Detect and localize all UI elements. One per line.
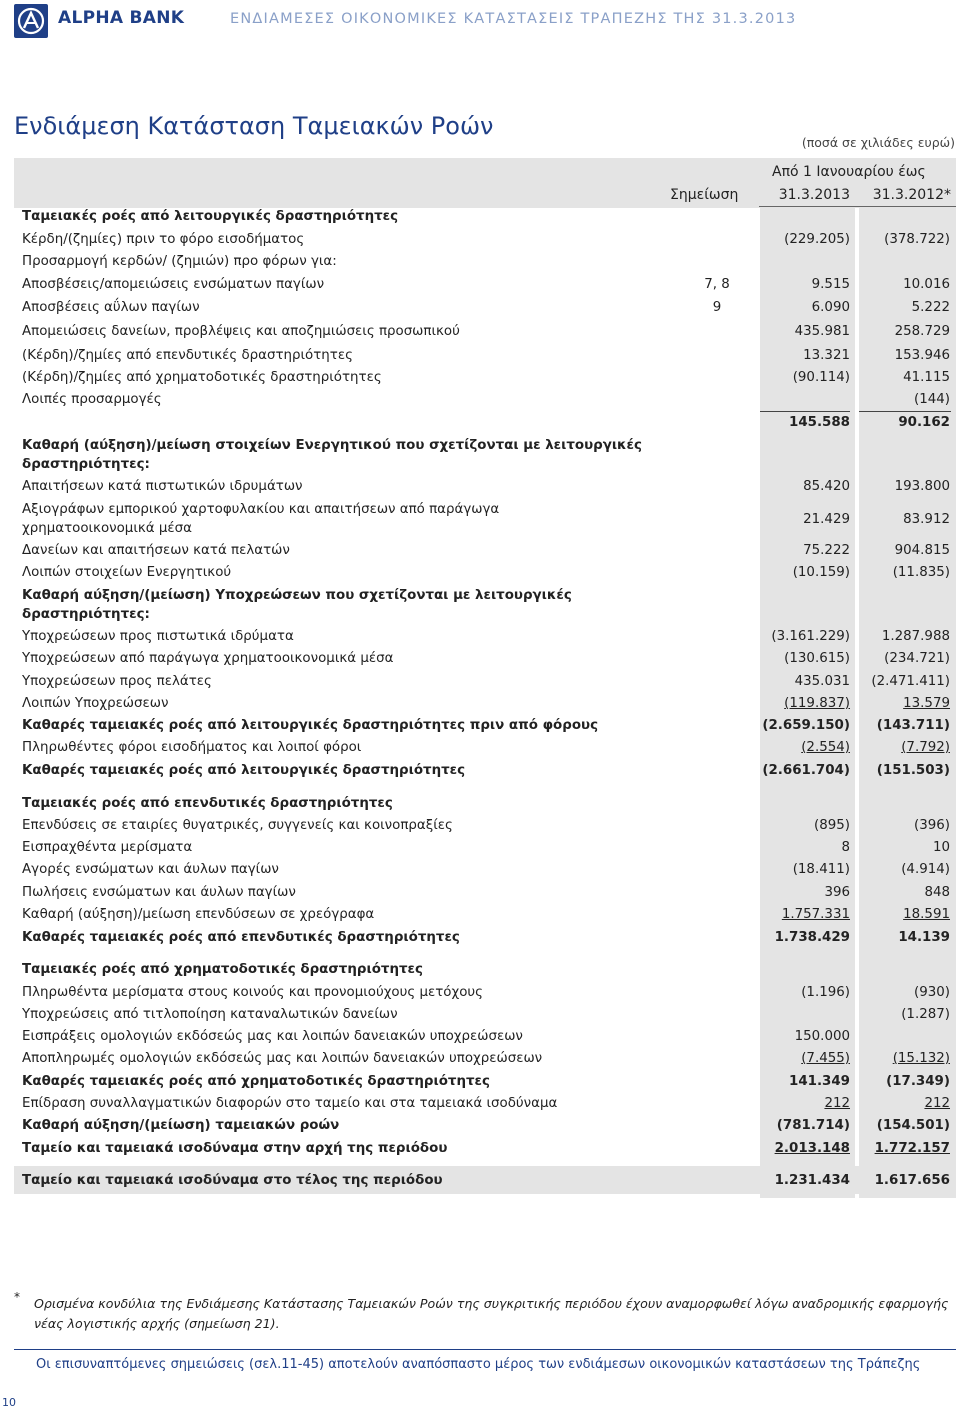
value-2012: (4.914) — [901, 862, 950, 877]
subtotal-rule — [760, 411, 850, 412]
value-2012: (151.503) — [876, 763, 950, 778]
row-label: Εισπραχθέντα μερίσματα — [22, 840, 193, 855]
value-2012: (7.792) — [901, 740, 950, 755]
value-2012: 18.591 — [903, 907, 950, 922]
value-2013: (229.205) — [784, 232, 850, 247]
value-2012: 904.815 — [894, 543, 950, 558]
value-2013: (130.615) — [784, 651, 850, 666]
row-label: (Κέρδη)/ζημίες από επενδυτικές δραστηριότητες — [22, 348, 353, 363]
value-2012: (143.711) — [876, 718, 950, 733]
subtotal-2013: 145.588 — [789, 415, 850, 430]
row-label: Αποπληρωμές ομολογιών εκδόσεώς μας και λοιπών δανειακών υποχρεώσεων — [22, 1051, 543, 1066]
row-label: Επίδραση συναλλαγματικών διαφορών στο ταμείο και στα ταμειακά ισοδύναμα — [22, 1096, 558, 1111]
row-label: Απομειώσεις δανείων, προβλέψεις και αποζημιώσεις προσωπικού — [22, 324, 460, 339]
row-label: (Κέρδη)/ζημίες από χρηματοδοτικές δραστηριότητες — [22, 370, 382, 385]
value-2013: (119.837) — [784, 696, 850, 711]
value-2012: (234.721) — [884, 651, 950, 666]
row-label: Αποσβέσεις/απομειώσεις ενσώματων παγίων — [22, 277, 325, 292]
document-title: ΕΝΔΙΑΜΕΣΕΣ ΟΙΚΟΝΟΜΙΚΕΣ ΚΑΤΑΣΤΑΣΕΙΣ ΤΡΑΠΕΖΗΣ ΤΗΣ 31.3.2013 — [230, 11, 797, 27]
row-label: Καθαρές ταμειακές ροές από λειτουργικές δραστηριότητες πριν από φόρους — [22, 718, 599, 733]
value-2012: 848 — [924, 885, 950, 900]
value-2013: 85.420 — [803, 479, 850, 494]
value-2013: 1.231.434 — [774, 1173, 850, 1188]
value-2013: 396 — [824, 885, 850, 900]
value-2013: 9.515 — [811, 277, 850, 292]
value-2013: 6.090 — [811, 300, 850, 315]
row-label: Ταμειακές ροές από λειτουργικές δραστηριότητες — [22, 209, 399, 224]
row-label: Πωλήσεις ενσώματων και άυλων παγίων — [22, 885, 296, 900]
footnote-marker: * — [14, 1290, 20, 1304]
row-label: Απαιτήσεων κατά πιστωτικών ιδρυμάτων — [22, 479, 303, 494]
value-2012: (17.349) — [886, 1074, 950, 1089]
value-2012: (15.132) — [892, 1051, 950, 1066]
value-2013: (18.411) — [792, 862, 850, 877]
row-label: Αγορές ενσώματων και άυλων παγίων — [22, 862, 279, 877]
value-2013: 150.000 — [794, 1029, 850, 1044]
row-label: Εισπράξεις ομολογιών εκδόσεώς μας και λοιπών δανειακών υποχρεώσεων — [22, 1029, 523, 1044]
page-header — [14, 4, 954, 38]
value-2012: 83.912 — [903, 512, 950, 527]
row-label: Αξιογράφων εμπορικού χαρτοφυλακίου και απαιτήσεων από παράγωγα χρηματοοικονομικά μέσα — [22, 502, 500, 536]
row-label: Υποχρεώσεων προς πελάτες — [22, 674, 212, 689]
value-2012: (144) — [913, 392, 950, 407]
value-2013: (895) — [813, 818, 850, 833]
page-number: 10 — [2, 1396, 16, 1409]
value-2012: (154.501) — [876, 1118, 950, 1133]
row-label: Ταμείο και ταμειακά ισοδύναμα στην αρχή της περιόδου — [22, 1141, 448, 1156]
row-label: Καθαρή αύξηση/(μείωση) ταμειακών ροών — [22, 1118, 340, 1133]
value-2013: (7.455) — [801, 1051, 850, 1066]
value-2013: (90.114) — [792, 370, 850, 385]
value-2012: 13.579 — [903, 696, 950, 711]
row-label: Υποχρεώσεις από τιτλοποίηση καταναλωτικών δανείων — [22, 1007, 398, 1022]
row-label: Πληρωθέντα μερίσματα στους κοινούς και προνομιούχους μετόχους — [22, 985, 484, 1000]
alpha-bank-logo-icon — [14, 4, 48, 38]
value-2012: 1.287.988 — [881, 629, 950, 644]
value-2012: 5.222 — [911, 300, 950, 315]
subtotal-2012: 90.162 — [898, 415, 950, 430]
amount-unit-note: (ποσά σε χιλιάδες ευρώ) — [801, 135, 955, 150]
value-2012: 41.115 — [903, 370, 950, 385]
footnote-text: Ορισμένα κονδύλια της Ενδιάμεσης Κατάστασης Ταμειακών Ροών της συγκριτικής περιόδου έχουν αναμορφωθεί λόγω αναδρομικής εφαρμογής νέας λογιστικής αρχής (σημείωση 21). — [34, 1296, 949, 1331]
value-2013: 1.738.429 — [774, 930, 850, 945]
value-2013: 1.757.331 — [781, 907, 850, 922]
page-title: Ενδιάμεση Κατάσταση Ταμειακών Ροών — [14, 112, 494, 140]
value-2013: 435.981 — [794, 324, 850, 339]
value-2013: (1.196) — [801, 985, 850, 1000]
value-2013: 435.031 — [794, 674, 850, 689]
row-label: Καθαρές ταμειακές ροές από λειτουργικές δραστηριότητες — [22, 763, 466, 778]
value-2012: (1.287) — [901, 1007, 950, 1022]
value-2013: (2.554) — [801, 740, 850, 755]
value-2013: (2.661.704) — [762, 763, 850, 778]
value-2012: 258.729 — [894, 324, 950, 339]
value-2012: 14.139 — [898, 930, 950, 945]
value-2013: 141.349 — [789, 1074, 850, 1089]
value-2012: (930) — [913, 985, 950, 1000]
period-header: Από 1 Ιανουαρίου έως — [772, 164, 926, 180]
row-label: Ταμειακές ροές από επενδυτικές δραστηριότητες — [22, 796, 393, 811]
header-divider — [759, 206, 956, 207]
value-2012: 212 — [924, 1096, 950, 1111]
bank-name: ALPHA BANK — [58, 8, 185, 28]
value-2013: (3.161.229) — [771, 629, 850, 644]
row-label: Ταμειακές ροές από χρηματοδοτικές δραστηριότητες — [22, 962, 423, 977]
row-label: Λοιπές προσαρμογές — [22, 392, 162, 407]
value-2013: 212 — [824, 1096, 850, 1111]
value-2012: (11.835) — [892, 565, 950, 580]
row-label: Κέρδη/(ζημίες) πριν το φόρο εισοδήματος — [22, 232, 305, 247]
footer-divider — [14, 1349, 956, 1350]
note-reference: 7, 8 — [704, 277, 730, 292]
row-label: Καθαρή (αύξηση)/μείωση στοιχείων Ενεργητικού που σχετίζονται με λειτουργικές δραστηριότητες: — [22, 438, 642, 472]
row-label: Υποχρεώσεων προς πιστωτικά ιδρύματα — [22, 629, 294, 644]
row-label: Αποσβέσεις αΰλων παγίων — [22, 300, 200, 315]
value-2012: 153.946 — [894, 348, 950, 363]
row-label: Καθαρές ταμειακές ροές από χρηματοδοτικές δραστηριότητες — [22, 1074, 490, 1089]
note-reference: 9 — [712, 300, 722, 315]
value-2012: 193.800 — [894, 479, 950, 494]
value-2013: 2.013.148 — [774, 1141, 850, 1156]
value-2013: (2.659.150) — [762, 718, 850, 733]
row-label: Καθαρή (αύξηση)/μείωση επενδύσεων σε χρεόγραφα — [22, 907, 375, 922]
row-label: Ταμείο και ταμειακά ισοδύναμα στο τέλος της περιόδου — [22, 1173, 443, 1188]
row-label: Λοιπών Υποχρεώσεων — [22, 696, 169, 711]
row-label: Πληρωθέντες φόροι εισοδήματος και λοιποί φόροι — [22, 740, 362, 755]
year-2013-header: 31.3.2013 — [778, 187, 850, 203]
value-2012: (2.471.411) — [871, 674, 950, 689]
value-2013: (10.159) — [792, 565, 850, 580]
value-2012: 10.016 — [903, 277, 950, 292]
value-2013: 21.429 — [803, 512, 850, 527]
value-2012: (378.722) — [884, 232, 950, 247]
subtotal-rule — [859, 411, 951, 412]
value-2013: (781.714) — [776, 1118, 850, 1133]
row-label: Προσαρμογή κερδών/ (ζημιών) προ φόρων για: — [22, 254, 337, 269]
year-2012-header: 31.3.2012* — [872, 187, 951, 203]
value-2013: 13.321 — [803, 348, 850, 363]
row-label: Δανείων και απαιτήσεων κατά πελατών — [22, 543, 290, 558]
value-2012: 10 — [932, 840, 950, 855]
value-2012: 1.772.157 — [874, 1141, 950, 1156]
row-label: Καθαρή αύξηση/(μείωση) Υποχρεώσεων που σχετίζονται με λειτουργικές δραστηριότητες: — [22, 588, 572, 622]
note-column-header: Σημείωση — [670, 187, 739, 203]
value-2012: (396) — [913, 818, 950, 833]
row-label: Υποχρεώσεων από παράγωγα χρηματοοικονομικά μέσα — [22, 651, 394, 666]
row-label: Καθαρές ταμειακές ροές από επενδυτικές δραστηριότητες — [22, 930, 460, 945]
value-2012: 1.617.656 — [874, 1173, 950, 1188]
value-2013: 75.222 — [803, 543, 850, 558]
notes-reference: Οι επισυναπτόμενες σημειώσεις (σελ.11-45) αποτελούν αναπόσπαστο μέρος των ενδιάμεσων οικονομικών καταστάσεων της Τράπεζης — [36, 1357, 921, 1372]
value-2013: 8 — [841, 840, 850, 855]
row-label: Επενδύσεις σε εταιρίες θυγατρικές, συγγενείς και κοινοπραξίες — [22, 818, 453, 833]
row-label: Λοιπών στοιχείων Ενεργητικού — [22, 565, 232, 580]
